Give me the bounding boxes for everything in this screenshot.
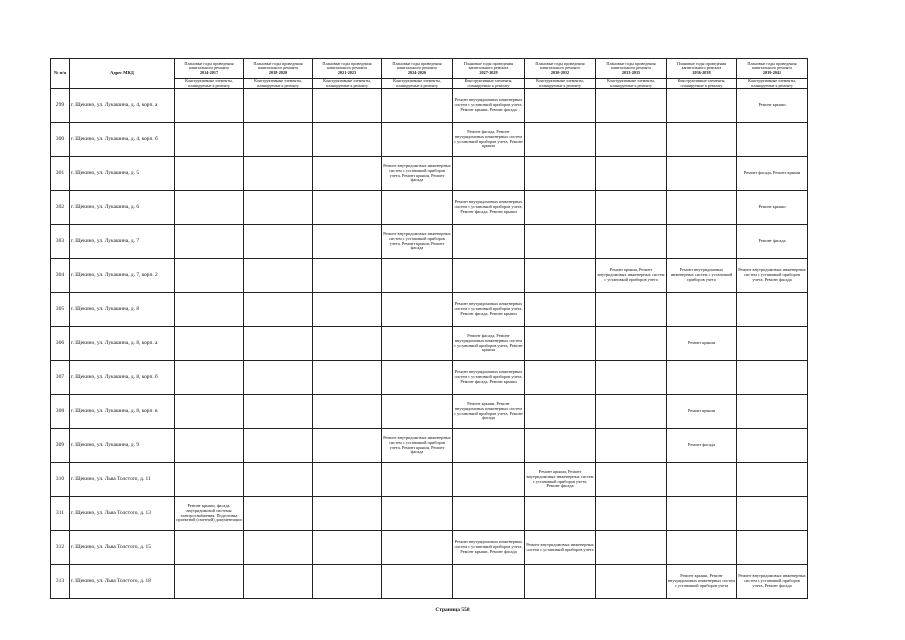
repair-work-cell: Ремонт крыши xyxy=(667,327,737,361)
repair-work-cell xyxy=(667,225,737,259)
period-header: Плановые годы проведения капитального ремонта 2030-2032 xyxy=(525,59,596,79)
repair-work-cell xyxy=(313,225,382,259)
repair-work-cell xyxy=(313,395,382,429)
repair-work-cell xyxy=(244,497,313,531)
repair-work-cell xyxy=(175,361,244,395)
table-row xyxy=(51,327,808,361)
repair-work-cell xyxy=(244,157,313,191)
repair-work-cell xyxy=(453,259,525,293)
repair-work-cell xyxy=(313,327,382,361)
repair-work-cell xyxy=(667,361,737,395)
repair-work-cell xyxy=(667,463,737,497)
repair-work-cell xyxy=(382,531,453,565)
repair-work-cell xyxy=(382,361,453,395)
repair-work-cell xyxy=(244,531,313,565)
repair-work-cell xyxy=(244,395,313,429)
table-row xyxy=(51,361,808,395)
repair-work-cell xyxy=(175,123,244,157)
repair-work-cell xyxy=(382,327,453,361)
period-header: Плановые годы проведения капитального ремонта 2027-2029 xyxy=(453,59,525,79)
repair-work-cell xyxy=(244,259,313,293)
repair-work-cell xyxy=(525,191,596,225)
repair-work-cell: Ремонт внутридомовых инженерных систем с установкой приборов учета, Ремонт крыши, Ремонт фасада xyxy=(382,225,453,259)
repair-work-cell xyxy=(382,259,453,293)
repair-work-cell xyxy=(737,361,808,395)
repair-work-cell xyxy=(596,225,667,259)
table-row xyxy=(51,565,808,599)
row-number: 304 xyxy=(51,259,70,293)
repair-work-cell xyxy=(737,395,808,429)
repair-work-cell xyxy=(453,429,525,463)
repair-work-cell: Ремонт крыши, фасада, внутридомовой системы электроснабжения. Подготовка проектной (сметной) документации xyxy=(175,497,244,531)
repair-work-cell: Ремонт крыши, Ремонт внутридомовых инженерных систем с установкой приборов учета, Ремонт фасада xyxy=(453,395,525,429)
repair-work-cell xyxy=(596,361,667,395)
row-address: г. Щекино, ул. Лукашина, д. 4, корп. б xyxy=(70,123,175,157)
repair-work-cell xyxy=(596,565,667,599)
period-header: Плановые годы проведения капитального ремонта 2036-2038 xyxy=(667,59,737,79)
repair-work-cell xyxy=(313,123,382,157)
table-row xyxy=(51,395,808,429)
repair-work-cell: Ремонт фасада, Ремонт крыши xyxy=(737,157,808,191)
period-header: Плановые годы проведения капитального ремонта 2014-2017 xyxy=(175,59,244,79)
row-address: г. Щекино, ул. Льва Толстого, д. 15 xyxy=(70,531,175,565)
repair-work-cell xyxy=(737,497,808,531)
table-row xyxy=(51,429,808,463)
row-number: 312 xyxy=(51,531,70,565)
repair-work-cell xyxy=(313,293,382,327)
repair-work-cell xyxy=(525,123,596,157)
repair-work-cell xyxy=(313,463,382,497)
period-subheader: Конструктивные элементы, планируемые к ремонту xyxy=(244,79,313,89)
repair-work-cell xyxy=(596,327,667,361)
repair-work-cell xyxy=(596,293,667,327)
repair-work-cell xyxy=(313,191,382,225)
repair-work-cell xyxy=(175,531,244,565)
repair-work-cell xyxy=(667,157,737,191)
repair-work-cell xyxy=(596,429,667,463)
repair-work-cell: Ремонт фасада xyxy=(667,429,737,463)
header-row-periods xyxy=(51,59,808,79)
repair-work-cell xyxy=(596,123,667,157)
repair-work-cell xyxy=(453,463,525,497)
repair-work-cell: Ремонт крыши, Ремонт внутридомовых инженерных систем с установкой приборов учета, Ремонт фасада xyxy=(525,463,596,497)
repair-work-cell xyxy=(737,531,808,565)
repair-work-cell xyxy=(313,361,382,395)
repair-work-cell xyxy=(737,123,808,157)
repair-work-cell xyxy=(244,361,313,395)
period-subheader: Конструктивные элементы, планируемые к ремонту xyxy=(596,79,667,89)
repair-schedule-table xyxy=(50,58,808,599)
repair-work-cell xyxy=(737,327,808,361)
repair-work-cell xyxy=(313,565,382,599)
repair-work-cell xyxy=(737,429,808,463)
repair-work-cell xyxy=(667,531,737,565)
row-number: 303 xyxy=(51,225,70,259)
repair-work-cell xyxy=(382,395,453,429)
table-row xyxy=(51,531,808,565)
repair-work-cell xyxy=(244,225,313,259)
table-row xyxy=(51,157,808,191)
repair-work-cell xyxy=(596,157,667,191)
row-address: г. Щекино, ул. Лукашина, д. 6 xyxy=(70,191,175,225)
address-column-header: Адрес МКД xyxy=(70,59,175,89)
repair-work-cell xyxy=(382,293,453,327)
repair-work-cell xyxy=(525,327,596,361)
repair-work-cell: Ремонт внутридомовых инженерных систем с установкой приборов учета, Ремонт фасада, Ремонт крыши xyxy=(453,293,525,327)
repair-work-cell: Ремонт внутридомовых инженерных систем с установкой приборов учета, Ремонт крыши, Ремонт фасада xyxy=(382,429,453,463)
repair-work-cell xyxy=(382,123,453,157)
repair-work-cell xyxy=(175,463,244,497)
period-subheader: Конструктивные элементы, планируемые к ремонту xyxy=(737,79,808,89)
row-number: 302 xyxy=(51,191,70,225)
repair-work-cell xyxy=(382,497,453,531)
repair-work-cell xyxy=(175,259,244,293)
period-subheader: Конструктивные элементы, планируемые к ремонту xyxy=(175,79,244,89)
repair-work-cell: Ремонт фасада, Ремонт внутридомовых инженерных систем с установкой приборов учета, Ремонт крыши xyxy=(453,327,525,361)
row-address: г. Щекино, ул. Лукашина, д. 8, корп. б xyxy=(70,361,175,395)
period-subheader: Конструктивные элементы, планируемые к ремонту xyxy=(313,79,382,89)
repair-work-cell: Ремонт крыши xyxy=(737,191,808,225)
repair-work-cell: Ремонт внутридомовых инженерных систем с установкой приборов учета, Ремонт фасада, Ремонт крыши xyxy=(453,191,525,225)
row-address: г. Щекино, ул. Лукашина, д. 8, корп. а xyxy=(70,327,175,361)
row-number: 300 xyxy=(51,123,70,157)
repair-work-cell: Ремонт внутридомовых инженерных систем с установкой приборов учета, Ремонт крыши, Ремонт фасада xyxy=(382,157,453,191)
period-header: Плановые годы проведения капитального ремонта 2033-2035 xyxy=(596,59,667,79)
repair-work-cell: Ремонт крыши xyxy=(737,89,808,123)
repair-work-cell: Ремонт фасада, Ремонт внутридомовых инженерных систем с установкой приборов учета, Ремонт крыши xyxy=(453,123,525,157)
repair-work-cell xyxy=(596,463,667,497)
row-address: г. Щекино, ул. Лукашина, д. 4, корп. а xyxy=(70,89,175,123)
repair-work-cell xyxy=(525,259,596,293)
row-number: 299 xyxy=(51,89,70,123)
table-row xyxy=(51,293,808,327)
repair-work-cell xyxy=(596,89,667,123)
repair-work-cell xyxy=(525,395,596,429)
repair-work-cell xyxy=(244,123,313,157)
repair-work-cell: Ремонт крыши, Ремонт внутридомовых инженерных систем с установкой приборов учета xyxy=(596,259,667,293)
row-number: 301 xyxy=(51,157,70,191)
repair-work-cell xyxy=(244,293,313,327)
repair-work-cell xyxy=(525,429,596,463)
row-address: г. Щекино, ул. Лукашина, д. 7, корп. 2 xyxy=(70,259,175,293)
repair-work-cell xyxy=(244,429,313,463)
repair-work-cell xyxy=(313,531,382,565)
repair-work-cell xyxy=(175,565,244,599)
period-subheader: Конструктивные элементы, планируемые к ремонту xyxy=(525,79,596,89)
repair-work-cell: Ремонт внутридомовых инженерных систем с установкой приборов учета xyxy=(667,259,737,293)
period-subheader: Конструктивные элементы, планируемые к ремонту xyxy=(453,79,525,89)
table-body xyxy=(51,89,808,599)
repair-work-cell xyxy=(525,497,596,531)
repair-work-cell xyxy=(525,565,596,599)
repair-work-cell xyxy=(175,225,244,259)
repair-work-cell xyxy=(382,565,453,599)
period-header: Плановые годы проведения капитального ремонта 2039-2041 xyxy=(737,59,808,79)
repair-work-cell xyxy=(667,191,737,225)
repair-work-cell xyxy=(382,191,453,225)
row-number: 307 xyxy=(51,361,70,395)
period-subheader: Конструктивные элементы, планируемые к ремонту xyxy=(382,79,453,89)
row-number: 310 xyxy=(51,463,70,497)
repair-work-cell: Ремонт внутридомовых инженерных систем с установкой приборов учета, Ремонт фасада, Ремонт крыши xyxy=(453,361,525,395)
repair-work-cell xyxy=(667,497,737,531)
num-column-header: № п/п xyxy=(51,59,70,89)
row-address: г. Щекино, ул. Льва Толстого, д. 13 xyxy=(70,497,175,531)
repair-work-cell xyxy=(175,395,244,429)
repair-work-cell xyxy=(596,191,667,225)
table-row xyxy=(51,89,808,123)
repair-work-cell xyxy=(313,89,382,123)
repair-work-cell: Ремонт фасада xyxy=(737,225,808,259)
table-row xyxy=(51,225,808,259)
row-number: 308 xyxy=(51,395,70,429)
period-header: Плановые годы проведения капитального ремонта 2024-2026 xyxy=(382,59,453,79)
repair-work-cell xyxy=(313,429,382,463)
repair-work-cell: Ремонт внутридомовых инженерных систем с установкой приборов учета xyxy=(525,531,596,565)
repair-work-cell xyxy=(244,191,313,225)
repair-work-cell: Ремонт крыши xyxy=(667,395,737,429)
row-number: 313 xyxy=(51,565,70,599)
row-address: г. Щекино, ул. Лукашина, д. 5 xyxy=(70,157,175,191)
repair-work-cell xyxy=(453,565,525,599)
repair-work-cell xyxy=(453,225,525,259)
repair-work-cell xyxy=(667,293,737,327)
repair-work-cell xyxy=(453,497,525,531)
row-number: 305 xyxy=(51,293,70,327)
repair-work-cell xyxy=(667,123,737,157)
row-number: 309 xyxy=(51,429,70,463)
repair-work-cell xyxy=(453,157,525,191)
repair-work-cell: Ремонт внутридомовых инженерных систем с установкой приборов учета, Ремонт фасада xyxy=(737,565,808,599)
repair-work-cell xyxy=(596,531,667,565)
repair-work-cell xyxy=(175,191,244,225)
repair-work-cell xyxy=(313,157,382,191)
table-row xyxy=(51,259,808,293)
repair-work-cell xyxy=(244,565,313,599)
repair-work-cell xyxy=(175,327,244,361)
repair-work-cell xyxy=(313,497,382,531)
repair-work-cell xyxy=(382,89,453,123)
repair-work-cell xyxy=(175,89,244,123)
period-subheader: Конструктивные элементы, планируемые к ремонту xyxy=(667,79,737,89)
row-address: г. Щекино, ул. Льва Толстого, д. 11 xyxy=(70,463,175,497)
repair-work-cell xyxy=(382,463,453,497)
table-row xyxy=(51,497,808,531)
row-number: 306 xyxy=(51,327,70,361)
repair-work-cell xyxy=(596,497,667,531)
repair-work-cell xyxy=(244,327,313,361)
repair-work-cell: Ремонт внутридомовых инженерных систем с установкой приборов учета, Ремонт крыши, Ремонт фасада xyxy=(453,531,525,565)
period-header: Плановые годы проведения капитального ремонта 2018-2020 xyxy=(244,59,313,79)
table-row xyxy=(51,463,808,497)
repair-work-cell xyxy=(525,157,596,191)
table-row xyxy=(51,123,808,157)
repair-work-cell xyxy=(525,225,596,259)
row-address: г. Щекино, ул. Лукашина, д. 8, корп. в xyxy=(70,395,175,429)
repair-work-cell xyxy=(596,395,667,429)
row-address: г. Щекино, ул. Лукашина, д. 9 xyxy=(70,429,175,463)
row-number: 311 xyxy=(51,497,70,531)
repair-work-cell xyxy=(244,89,313,123)
repair-work-cell xyxy=(525,361,596,395)
table-row xyxy=(51,191,808,225)
row-address: г. Щекино, ул. Лукашина, д. 7 xyxy=(70,225,175,259)
repair-work-cell xyxy=(175,429,244,463)
repair-work-cell xyxy=(313,259,382,293)
repair-work-cell xyxy=(737,293,808,327)
row-address: г. Щекино, ул. Льва Толстого, д. 18 xyxy=(70,565,175,599)
repair-work-cell xyxy=(737,463,808,497)
repair-work-cell xyxy=(525,293,596,327)
repair-work-cell: Ремонт внутридомовых инженерных систем с установкой приборов учета, Ремонт фасада xyxy=(737,259,808,293)
repair-work-cell xyxy=(175,157,244,191)
period-header: Плановые годы проведения капитального ремонта 2021-2023 xyxy=(313,59,382,79)
repair-work-cell: Ремонт внутридомовых инженерных систем с установкой приборов учета, Ремонт крыши, Ремонт фасада xyxy=(453,89,525,123)
page-number: Страница 558 xyxy=(435,607,470,613)
repair-work-cell: Ремонт крыши, Ремонт внутридомовых инженерных систем с установкой приборов учета xyxy=(667,565,737,599)
repair-work-cell xyxy=(244,463,313,497)
row-address: г. Щекино, ул. Лукашина, д. 8 xyxy=(70,293,175,327)
repair-work-cell xyxy=(525,89,596,123)
repair-work-cell xyxy=(667,89,737,123)
repair-work-cell xyxy=(175,293,244,327)
